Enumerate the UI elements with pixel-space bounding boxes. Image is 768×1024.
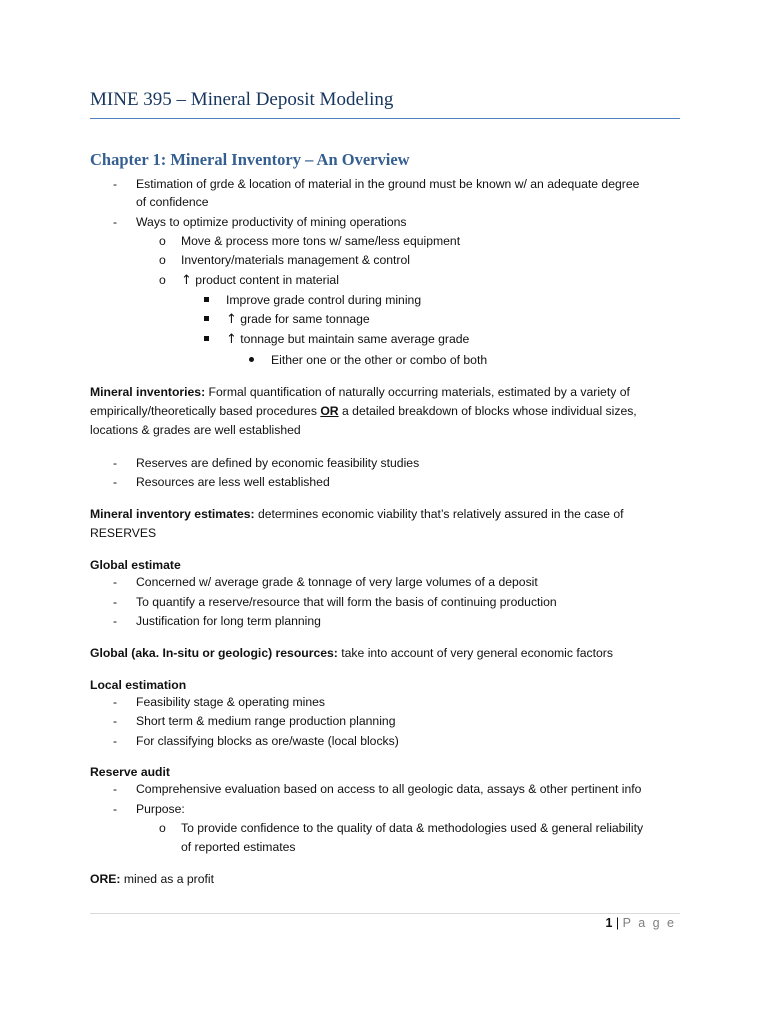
reserve-audit-sub-line-1: To provide confidence to the quality of data & methodologies used & general reliability [181,821,644,835]
mineral-inventories-line-1 [90,384,630,400]
up-arrow-icon: ↑ [181,273,192,288]
circle-marker: o [159,273,166,287]
round-bullet-icon [249,357,254,362]
global-estimate-heading: Global estimate [90,558,181,572]
ore-definition [90,871,214,887]
dash-marker: - [113,215,118,229]
chapter-heading: Chapter 1: Mineral Inventory – An Overview [90,150,410,169]
circle-marker: o [159,821,166,835]
dash-marker: - [113,734,118,748]
ore-text: mined as a profit [123,872,214,886]
page-number: 1 [605,916,613,930]
footer-separator: | [615,916,620,930]
up-arrow-icon: ↑ [226,312,237,327]
chapter-sub-sub-bullet-3-text: tonnage but maintain same average grade [240,332,470,346]
chapter-sub-sub-bullet-3 [226,331,469,348]
square-bullet-icon [204,336,209,341]
reserve-audit-bullet-2: Purpose: [136,802,185,816]
dash-marker: - [113,456,118,470]
dash-marker: - [113,177,118,191]
chapter-bullet-1-line-1: Estimation of grde & location of material in the ground must be known w/ an adequate degree [136,177,640,191]
reserve-audit-heading: Reserve audit [90,765,170,779]
dash-marker: - [113,782,118,796]
local-estimation-heading: Local estimation [90,678,187,692]
mineral-inventories-label: Mineral inventories: [90,385,206,399]
chapter-sub-sub-bullet-2 [226,311,370,328]
page-label: P a g e [622,916,676,930]
chapter-bullet-2: Ways to optimize productivity of mining operations [136,215,407,229]
circle-marker: o [159,253,166,267]
global-estimate-bullet-3: Justification for long term planning [136,614,321,628]
reserve-audit-sub-line-2: of reported estimates [181,840,296,854]
local-estimation-bullet-3: For classifying blocks as ore/waste (local blocks) [136,734,399,748]
mineral-inventories-text-2a: empirically/theoretically based procedures [90,404,321,418]
global-resources-label: Global (aka. In-situ or geologic) resources: [90,646,338,660]
title-divider [90,118,680,119]
mineral-inventories-text-2b: a detailed breakdown of blocks whose individual sizes, [338,404,637,418]
ore-label: ORE: [90,872,121,886]
global-resources-text: take into account of very general economic factors [341,646,613,660]
chapter-level-4-bullet: Either one or the other or combo of both [271,353,488,367]
chapter-sub-bullet-3 [181,272,339,289]
local-estimation-bullet-2: Short term & medium range production planning [136,714,396,728]
mineral-inventories-line-2 [90,403,637,419]
reserves-bullet: Reserves are defined by economic feasibility studies [136,456,420,470]
chapter-sub-sub-bullet-1: Improve grade control during mining [226,293,422,307]
dash-marker: - [113,714,118,728]
dash-marker: - [113,475,118,489]
dash-marker: - [113,595,118,609]
footer-divider [90,913,680,914]
estimates-line-2: RESERVES [90,526,157,540]
mineral-inventories-text-1: Formal quantification of naturally occurring materials, estimated by a variety of [208,385,630,399]
reserve-audit-bullet-1: Comprehensive evaluation based on access to all geologic data, assays & other pertinent info [136,782,642,796]
mineral-inventories-line-3: locations & grades are well established [90,423,301,437]
circle-marker: o [159,234,166,248]
global-estimate-bullet-1: Concerned w/ average grade & tonnage of very large volumes of a deposit [136,575,538,589]
or-emphasis: OR [320,404,339,418]
chapter-sub-sub-bullet-2-text: grade for same tonnage [240,312,370,326]
estimates-line-1 [90,506,624,522]
up-arrow-icon: ↑ [226,332,237,347]
chapter-bullet-1-line-2: of confidence [136,195,209,209]
dash-marker: - [113,695,118,709]
square-bullet-icon [204,316,209,321]
square-bullet-icon [204,297,209,302]
dash-marker: - [113,614,118,628]
estimates-text: determines economic viability that’s relatively assured in the case of [257,507,624,521]
dash-marker: - [113,575,118,589]
global-resources-line [90,645,613,661]
document-title: MINE 395 – Mineral Deposit Modeling [90,89,394,110]
resources-bullet: Resources are less well established [136,475,330,489]
global-estimate-bullet-2: To quantify a reserve/resource that will form the basis of continuing production [136,595,557,609]
chapter-sub-bullet-1: Move & process more tons w/ same/less equipment [181,234,461,248]
dash-marker: - [113,802,118,816]
local-estimation-bullet-1: Feasibility stage & operating mines [136,695,326,709]
chapter-sub-bullet-3-text: product content in material [195,273,339,287]
page-footer [605,916,676,930]
estimates-label: Mineral inventory estimates: [90,507,255,521]
chapter-sub-bullet-2: Inventory/materials management & control [181,253,410,267]
